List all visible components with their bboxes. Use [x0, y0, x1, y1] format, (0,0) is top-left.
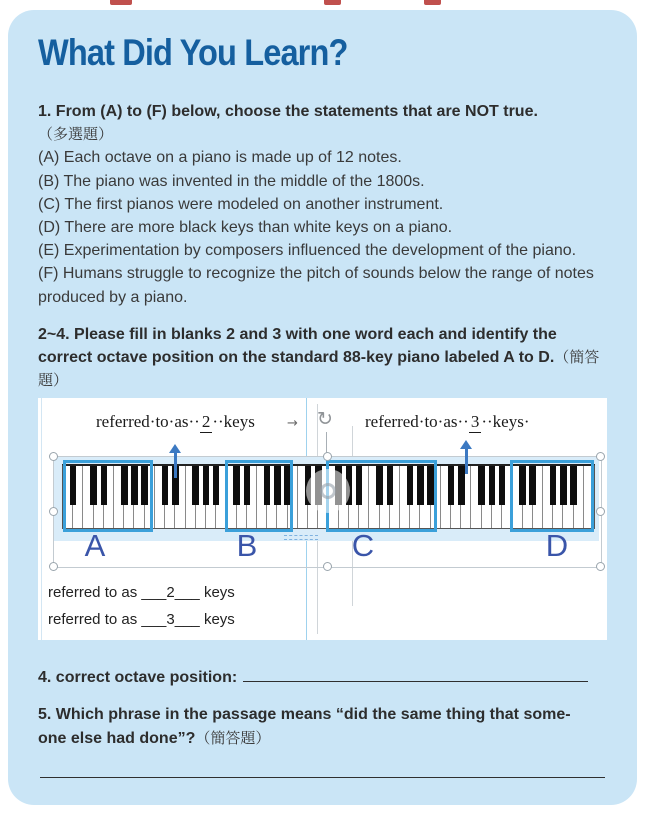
question-1-type-tag: （多選題） [38, 126, 114, 144]
faded-overlay-circle [306, 469, 350, 513]
annotation-left-prefix: referred·to·as [96, 412, 189, 432]
annotation-left-suffix: keys [223, 412, 255, 432]
annotation-right [365, 412, 529, 433]
question-1-options [38, 146, 607, 308]
figure-caption-1: referred to as ___2___ keys [48, 584, 235, 602]
option-d: (D) There are more black keys than white keys on a piano. [38, 218, 453, 236]
section-label-b: B [236, 528, 258, 564]
question-4-heading [38, 666, 607, 689]
cropped-red-mark [324, 0, 341, 5]
octave-highlight-a [63, 460, 153, 532]
option-c: (C) The first pianos were modeled on another instrument. [38, 195, 444, 213]
question-5-line1: 5. Which phrase in the passage means “did the same thing that some- [38, 706, 571, 724]
question-5-type-tag: （簡答題） [195, 729, 271, 747]
space-marks: ·· [457, 412, 469, 432]
tiny-guide-marks [284, 535, 318, 543]
worksheet-card [8, 10, 637, 805]
question-2-4-type-tag: （簡答題） [38, 348, 600, 390]
option-e: (E) Experimentation by composers influenced the development of the piano. [38, 242, 577, 260]
option-a: (A) Each octave on a piano is made up of 12 notes. [38, 149, 402, 167]
section-label-a: A [84, 528, 106, 564]
figure-caption-2: referred to as ___3___ keys [48, 611, 235, 629]
page-title: What Did You Learn? [38, 32, 348, 73]
layout-guide-line [41, 398, 42, 640]
blank-2: 2 [201, 412, 211, 432]
question-2-4-text: 2~4. Please fill in blanks 2 and 3 with one word each and identify the correct octave position on the standard 88-key piano labeled A to D. [38, 325, 557, 366]
selection-handle[interactable] [596, 562, 605, 571]
question-5-line2: one else had done”? [38, 729, 196, 747]
selection-handle[interactable] [596, 452, 605, 461]
question-2-4-heading [38, 323, 607, 393]
annotation-left [96, 412, 255, 433]
annotation-right-prefix: referred·to·as [365, 412, 458, 432]
selection-handle[interactable] [596, 507, 605, 516]
cropped-red-mark [424, 0, 441, 5]
question-5-heading [38, 703, 607, 749]
question-1-heading [38, 100, 607, 146]
answer-blank-line [243, 667, 588, 682]
option-b: (B) The piano was invented in the middle of the 1800s. [38, 172, 425, 190]
annotation-right-suffix: keys· [492, 412, 530, 432]
tab-mark-icon: → [287, 416, 298, 432]
octave-highlight-b [225, 460, 293, 532]
selection-handle[interactable] [323, 562, 332, 571]
space-marks: ·· [481, 412, 493, 432]
space-marks: ·· [188, 412, 200, 432]
octave-highlight-d [510, 460, 594, 532]
piano-figure [38, 398, 607, 640]
question-1-text: 1. From (A) to (F) below, choose the statements that are NOT true. [38, 103, 538, 120]
answer-blank-line [40, 776, 605, 778]
section-label-c: C [351, 528, 375, 564]
rotate-handle-icon[interactable]: ↻ [317, 408, 333, 431]
space-marks: ·· [212, 412, 224, 432]
option-f: (F) Humans struggle to recognize the pitch of sounds below the range of notes produced by a piano. [38, 265, 594, 306]
section-label-d: D [545, 528, 569, 564]
blank-3: 3 [470, 412, 480, 432]
selection-handle[interactable] [49, 562, 58, 571]
cropped-red-mark [110, 0, 132, 5]
question-4-text: 4. correct octave position: [38, 669, 238, 687]
